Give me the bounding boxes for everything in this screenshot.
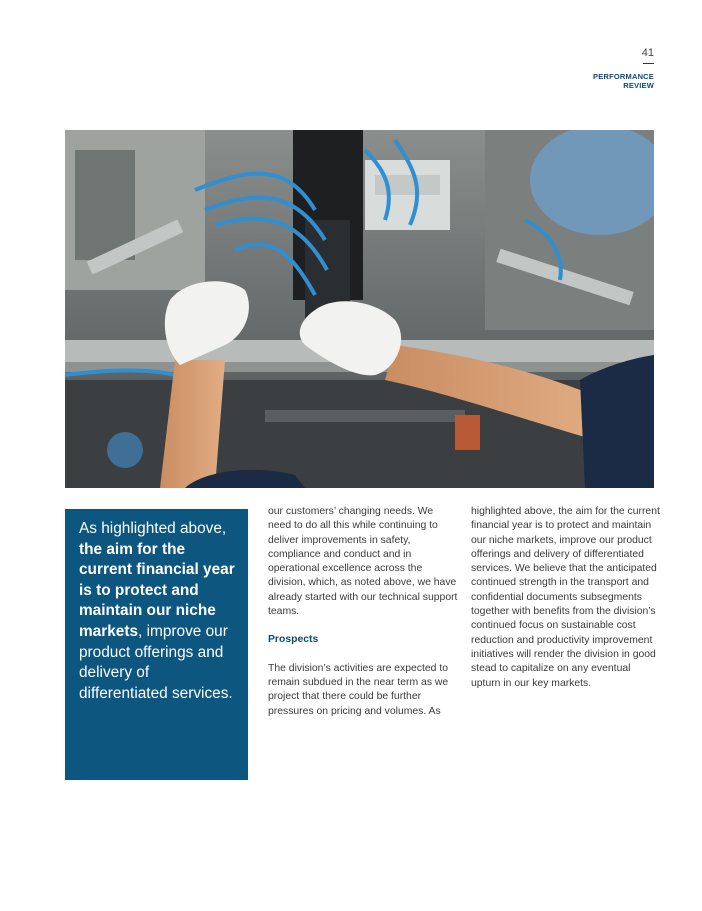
prospects-heading: Prospects xyxy=(268,634,319,646)
factory-machine-photo xyxy=(65,130,654,488)
photo-illustration xyxy=(65,130,654,488)
column2-paragraph1: highlighted above, the aim for the current financial year is to protect and maintain our niche markets, improve our product offerings and delivery of differentiated services. We believe that the anticipated continued strength in the transport and confidential documents subsegments together with benefits from the division’s continued focus on sustainable cost reduction and productivity improvement initiatives will render the division in good stead to capitalize on any eventual upturn in our key markets. xyxy=(471,506,660,689)
column1-paragraph2: The division’s activities are expected to remain subdued in the near term as we project that there could be further pressures on pricing and volumes. As xyxy=(268,662,449,717)
page-number: 41 xyxy=(641,47,654,59)
section-label-line2: REVIEW xyxy=(623,81,654,90)
section-label-line1: PERFORMANCE xyxy=(593,72,654,81)
pull-quote-rest: , improve our product offerings and delivery of differentiated services. xyxy=(79,622,233,702)
column1-paragraph1: our customers’ changing needs. We need to do all this while continuing to deliver improvements in safety, compliance and conduct and in operational excellence across the division, which, as noted above, we have already started with our technical support teams. xyxy=(268,506,458,618)
pull-quote-intro: As highlighted above, xyxy=(79,520,227,537)
text-column-2 xyxy=(471,505,661,691)
pull-quote-emphasis: the aim for the current financial year is to protect and maintain our niche markets xyxy=(79,540,235,640)
text-column-1 xyxy=(268,505,458,719)
section-label xyxy=(593,72,654,90)
pull-quote-box xyxy=(65,509,248,780)
page-number-rule xyxy=(643,63,654,64)
pull-quote xyxy=(79,519,236,704)
